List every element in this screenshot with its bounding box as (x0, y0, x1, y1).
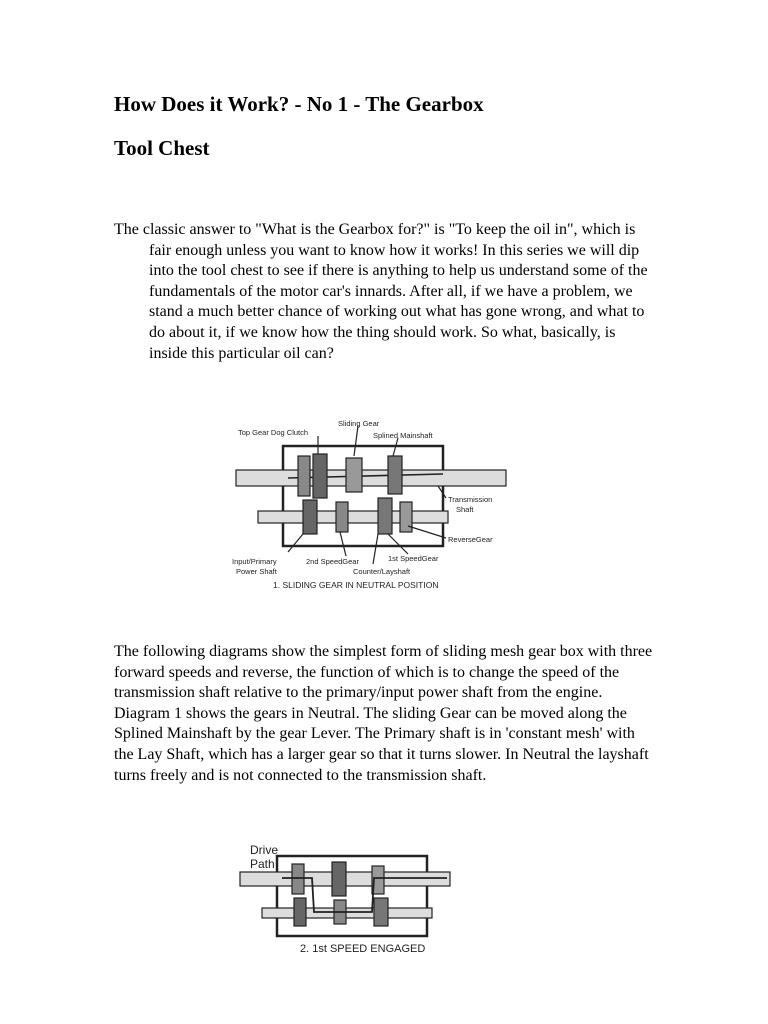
label-second-speed-gear: 2nd SpeedGear (306, 557, 359, 566)
label-counter-layshaft: Counter/Layshaft (353, 567, 411, 576)
label-top-gear-dog-clutch: Top Gear Dog Clutch (238, 428, 309, 437)
label-shaft: Shaft (456, 505, 474, 514)
article-subtitle: Tool Chest (114, 136, 210, 160)
intro-paragraph: The classic answer to "What is the Gearbox for?" is "To keep the oil in", which is fair enough unless you want to know how it works! In this series we will dip into the tool chest to see if there is anything to help us understand some of the fundamentals of the motor car's innards. After all, if we have a problem, we stand a much better chance of working out what has gone wrong, and what to do about it, if we know how the thing should work. So what, basically, is inside this particular oil can? (114, 221, 648, 362)
label-input-primary: Input/Primary (232, 557, 277, 566)
diagrams-paragraph: The following diagrams show the simplest form of sliding mesh gear box with three forward speeds and reverse, the function of which is to change the speed of the transmission shaft relative to the primary/input power shaft from the engine. Diagram 1 shows the gears in Neutral. The sliding Gear can be moved along the Splined Mainshaft by the gear Lever. The Primary shaft is in 'constant mesh' with the Lay Shaft, which has a larger gear so that it turns slower. In Neutral the layshaft turns freely and is not connected to the transmission shaft. (114, 643, 653, 784)
gearbox-neutral-diagram (228, 416, 518, 606)
diagram1-caption: 1. SLIDING GEAR IN NEUTRAL POSITION (273, 580, 439, 590)
label-sliding-gear: Sliding Gear (338, 419, 380, 428)
label-path: Path (250, 857, 275, 871)
gearbox-neutral-drawing (228, 416, 518, 606)
label-transmission: Transmission (448, 495, 493, 504)
label-splined-mainshaft: Splined Mainshaft (373, 431, 433, 440)
label-power-shaft: Power Shaft (236, 567, 277, 576)
gearbox-first-speed-drawing (222, 842, 452, 962)
gearbox-first-speed-diagram (222, 842, 452, 962)
label-first-speed-gear: 1st SpeedGear (388, 554, 439, 563)
label-drive: Drive (250, 843, 279, 857)
diagram2-caption: 2. 1st SPEED ENGAGED (300, 943, 426, 955)
article-title: How Does it Work? - No 1 - The Gearbox (114, 92, 484, 116)
label-reverse-gear: ReverseGear (448, 535, 493, 544)
